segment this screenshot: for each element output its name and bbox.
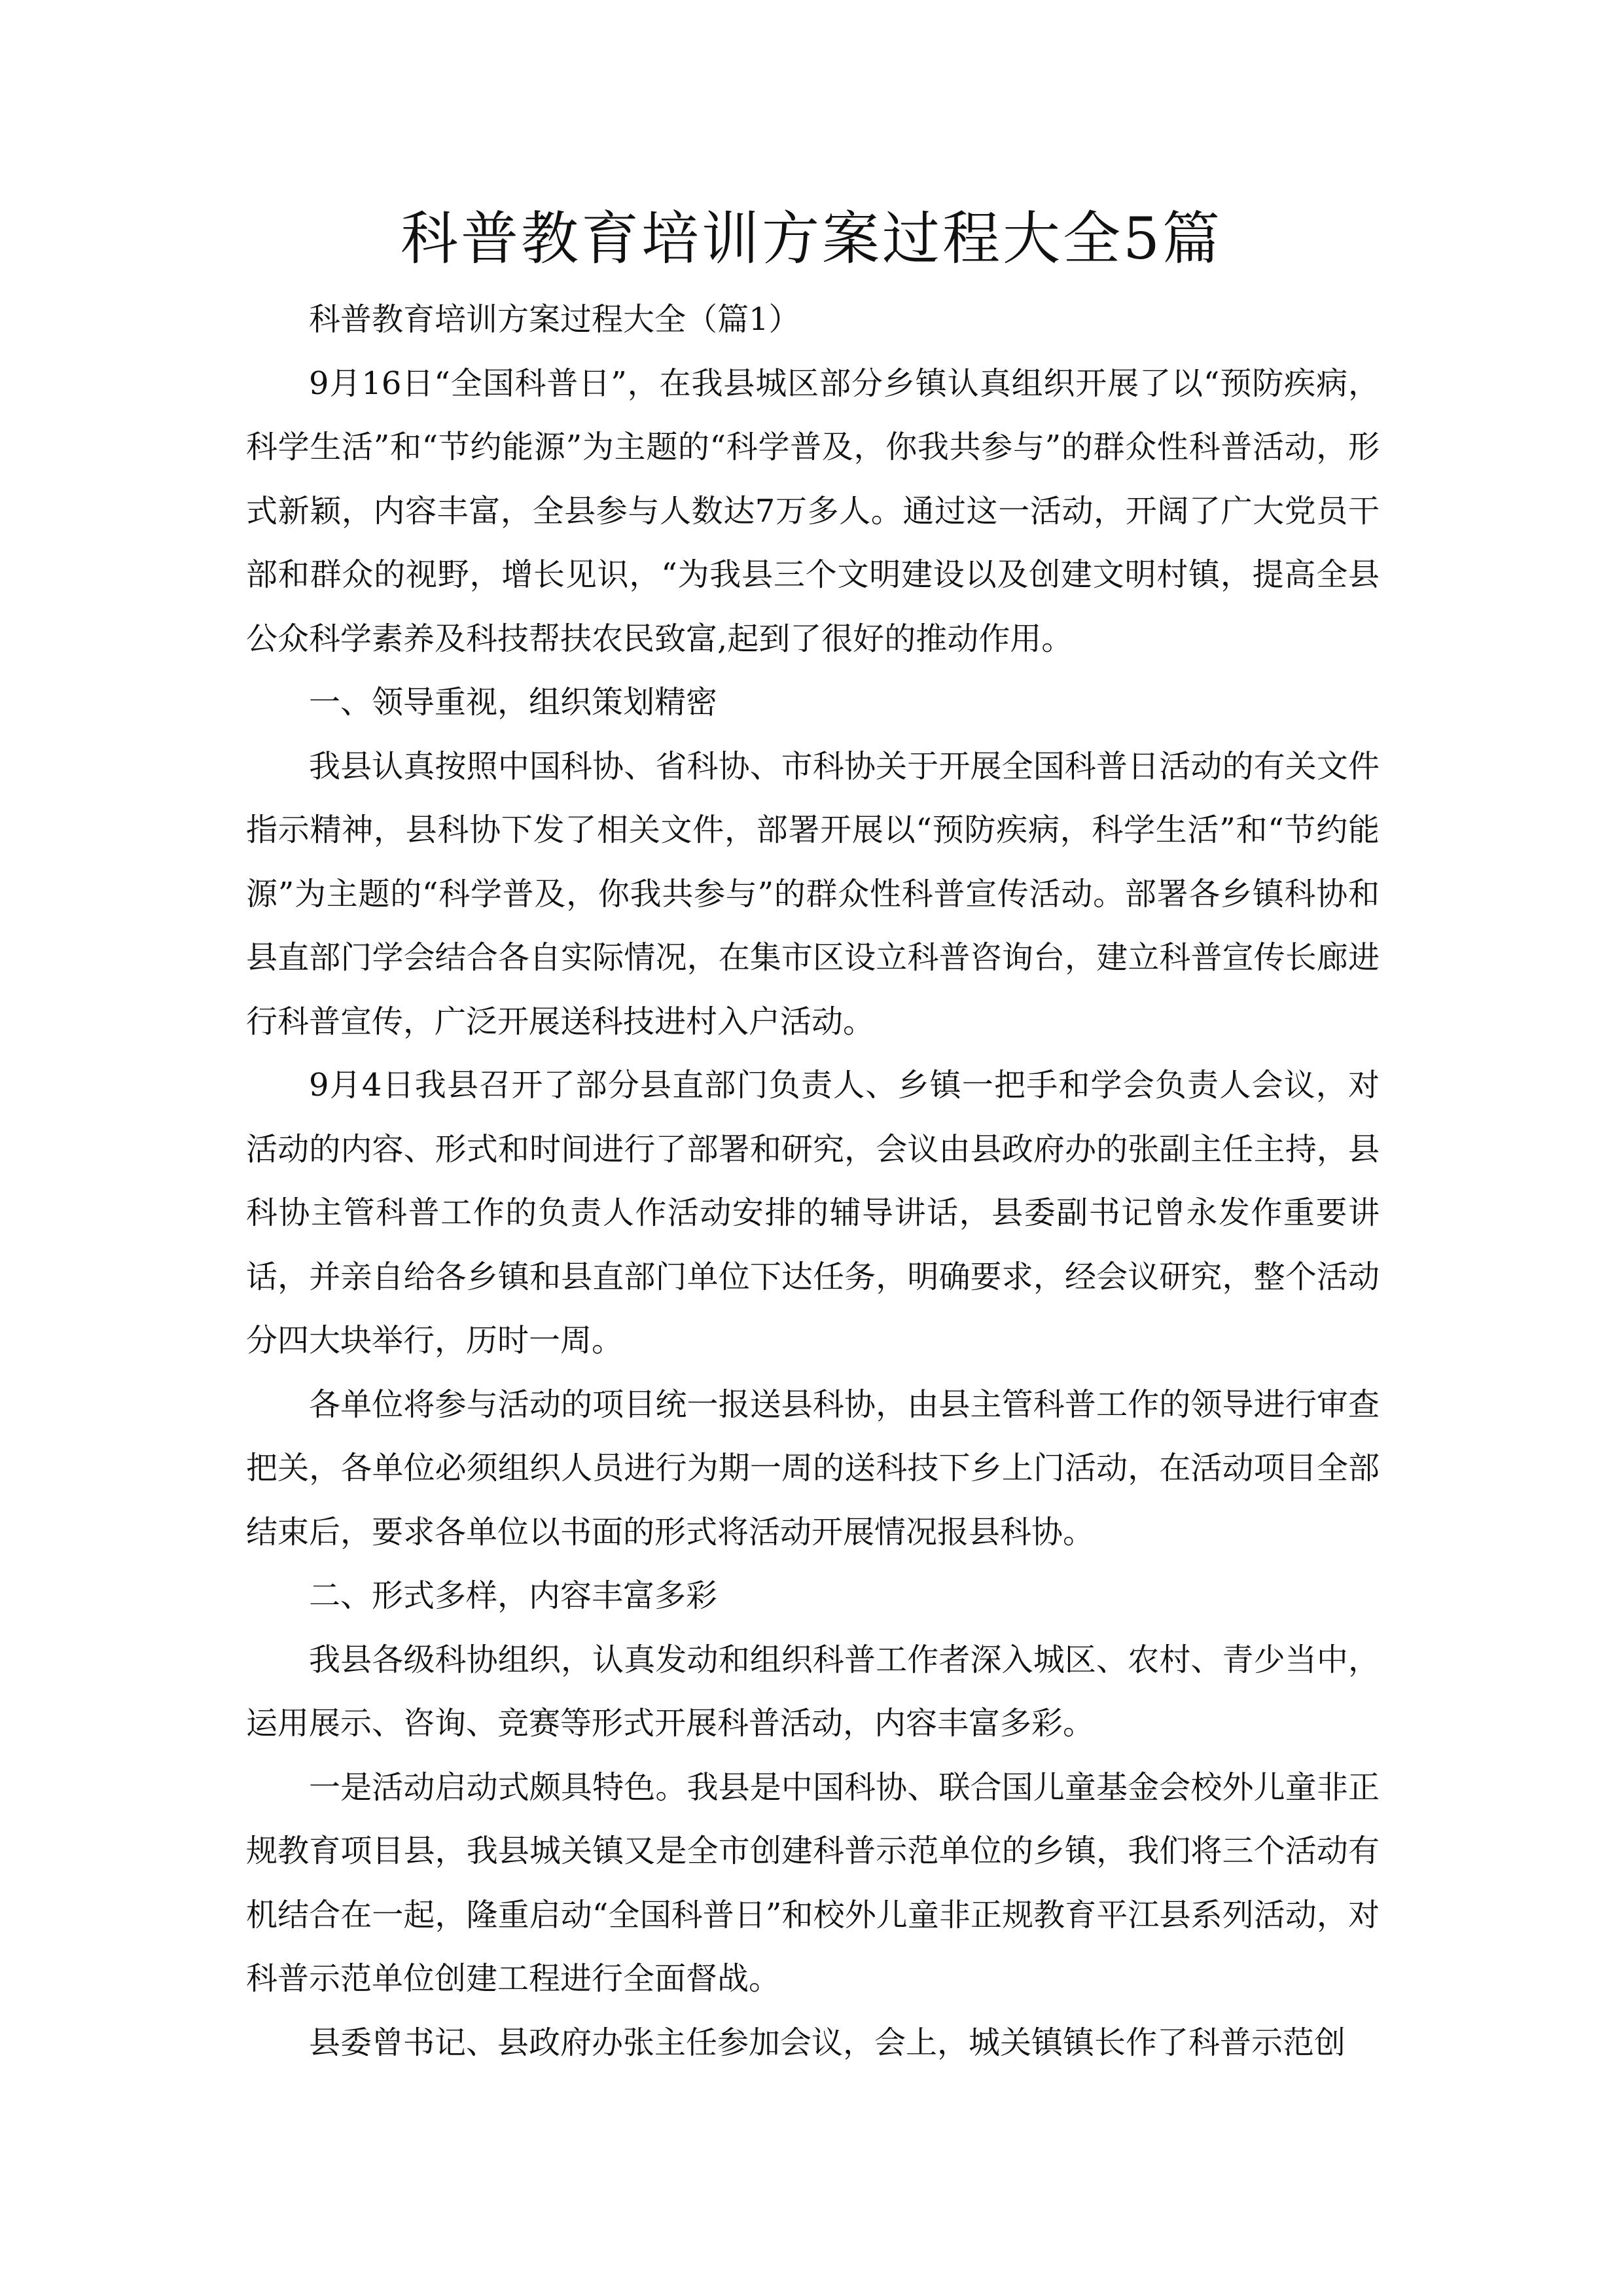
- body-paragraph: 一是活动启动式颇具特色。我县是中国科协、联合国儿童基金会校外儿童非正规教育项目县，我县城关镇又是全市创建科普示范单位的乡镇，我们将三个活动有机结合在一起，隆重启动“全国科普日”和校外儿童非正规教育平江县系列活动，对科普示范单位创建工程进行全面督战。: [246, 1768, 1380, 1997]
- body-paragraph: 我县认真按照中国科协、省科协、市科协关于开展全国科普日活动的有关文件指示精神，县科协下发了相关文件，部署开展以“预防疾病，科学生活”和“节约能源”为主题的“科学普及，你我共参与”的群众性科普宣传活动。部署各乡镇科协和县直部门学会结合各自实际情况，在集市区设立科普咨询台，建立科普宣传长廊进行科普宣传，广泛开展送科技进村入户活动。: [246, 747, 1380, 1040]
- body-paragraph: 我县各级科协组织，认真发动和组织科普工作者深入城区、农村、青少当中，运用展示、咨询、竞赛等形式开展科普活动，内容丰富多彩。: [246, 1641, 1380, 1742]
- body-paragraph: 9月16日“全国科普日”，在我县城区部分乡镇认真组织开展了以“预防疾病，科学生活”和“节约能源”为主题的“科学普及，你我共参与”的群众性科普活动，形式新颖，内容丰富，全县参与人数达7万多人。通过这一活动，开阔了广大党员干部和群众的视野，增长见识，“为我县三个文明建设以及创建文明村镇，提高全县公众科学素养及科技帮扶农民致富,起到了很好的推动作用。: [246, 365, 1380, 657]
- body-paragraph: 9月4日我县召开了部分县直部门负责人、乡镇一把手和学会负责人会议，对活动的内容、形式和时间进行了部署和研究，会议由县政府办的张副主任主持，县科协主管科普工作的负责人作活动安排的辅导讲话，县委副书记曾永发作重要讲话，并亲自给各乡镇和县直部门单位下达任务，明确要求，经会议研究，整个活动分四大块举行，历时一周。: [246, 1067, 1380, 1359]
- section-heading: 一、领导重视，组织策划精密: [309, 684, 718, 721]
- body-paragraph: 县委曾书记、县政府办张主任参加会议，会上，城关镇镇长作了科普示范创: [309, 2024, 1346, 2061]
- document-title: 科普教育培训方案过程大全5篇: [401, 205, 1222, 272]
- body-paragraph: 各单位将参与活动的项目统一报送县科协，由县主管科普工作的领导进行审查把关，各单位必须组织人员进行为期一周的送科技下乡上门活动，在活动项目全部结束后，要求各单位以书面的形式将活动开展情况报县科协。: [246, 1386, 1380, 1551]
- section-heading: 二、形式多样，内容丰富多彩: [309, 1577, 718, 1614]
- document-body: [246, 288, 1380, 2075]
- section-subtitle: 科普教育培训方案过程大全（篇1）: [309, 301, 800, 338]
